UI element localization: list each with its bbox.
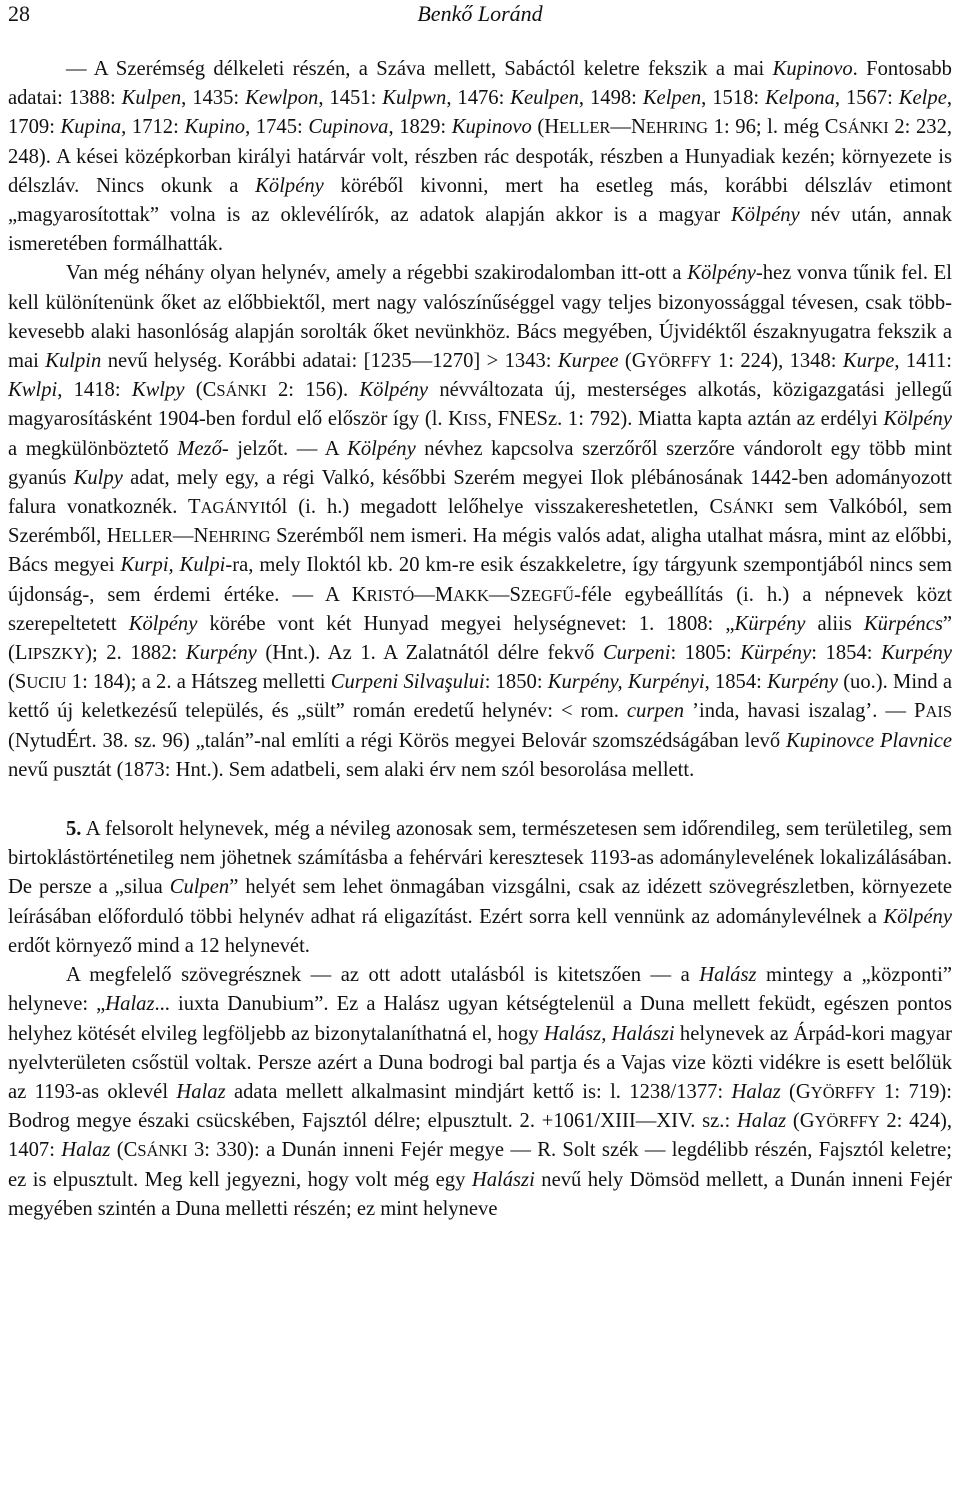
paragraph-halasz: A megfelelő szövegrésznek — az ott adott utalásból is kitetszően — a Halász mintegy a „központi” helyneve: „Halaz... iuxta Danubium”. Ez a Halász ugyan kétségtelenül a Duna mellett feküdt, egészen pontos helyhez kötését elvileg legföljebb az bizonytalaníthatná el, hogy Halász, Halászi helynevek az Árpád-kori magyar nyelvterületen csőstül voltak. Persze azért a Duna bodrogi bal partja és a Vajas vize közti vidékre is esett belőlük az 1193-as oklevél Halaz adata mellett alkalmasint mindjárt kettő is: l. 1238/1377: Halaz (GYÖRFFY 1: 719): Bodrog megye északi csücskében, Fajsztól délre; elpusztult. 2. +1061/XIII—XIV. sz.: Halaz (GYÖRFFY 2: 424), 1407: Halaz (CSÁNKI 3: 330): a Dunán inneni Fejér megye — R. Solt szék — legdélibb részén, Fajsztól keletre; ez is elpusztult. Meg kell jegyezni, hogy volt még egy Halászi nevű hely Dömsöd mellett, a Dunán inneni Fejér megyében szintén a Duna melletti részén; ez mint helyneve (8, 964, 953, 1220)
paragraph-section-5: 5. A felsorolt helynevek, még a névileg azonosak sem, természetesen sem időrendileg, sem területileg, sem birtoklástörténetileg nem jöhetnek számításba a fehérvári keresztesek 1193-as adománylevelének lokalizálásában. De persze a „silua Culpen” helyét sem lehet önmagában vizsgálni, csak az idézett szövegrészletben, környezete leírásában előforduló többi helynév adhat rá eligazítást. Ezért sorra kell vennünk az adománylevélnek a Kölpény erdőt környező mind a 12 helynevét. (8, 818, 953, 957)
page-number: 28 (8, 1, 30, 26)
page-body (8, 55, 952, 1224)
running-title: Benkő Loránd (417, 1, 543, 26)
paragraph-kupinovo: — A Szerémség délkeleti részén, a Száva mellett, Sabáctól keletre fekszik a mai Kupinovo. Fontosabb adatai: 1388: Kulpen, 1435: Kewlpon, 1451: Kulpwn, 1476: Keulpen, 1498: Kelpen, 1518: Kelpona, 1567: Kelpe, 1709: Kupina, 1712: Kupino, 1745: Cupinova, 1829: Kupinovo (HELLER—NEHRING 1: 96; l. még CSÁNKI 2: 232, 248). A kései középkorban királyi határvár volt, részben rác despoták, részben a Hunyadiak kezén; környezete is délszláv. Nincs okunk a Kölpény köréből kivonni, mert ha esetleg más, korábbi délszláv etimont „magyarosítottak” volna is az oklevélírók, az adatok alapján akkor is a magyar Kölpény név után, annak ismeretében formálhatták. (8, 58, 953, 256)
paragraph-other-placenames: Van még néhány olyan helynév, amely a régebbi szakirodalomban itt-ott a Kölpény-hez vonva tűnik fel. El kell különítenünk őket az előbbiektől, mert nagy valószínűséggel vagy teljes bizonyossággal tévesen, csak több-kevesebb alaki hasonlóság alapján sorolták őket nevünkhöz. Bács megyében, Újvidéktől északnyugatra fekszik a mai Kulpin nevű helység. Korábbi adatai: [1235—1270] > 1343: Kurpee (GYÖRFFY 1: 224), 1348: Kurpe, 1411: Kwlpi, 1418: Kwlpy (CSÁNKI 2: 156). Kölpény névváltozata új, mesterséges alkotás, közigazgatási jellegű magyarosításként 1904-ben fordul elő először így (l. KISS, FNESz. 1: 792). Miatta kapta aztán az erdélyi Kölpény a megkülönböztető Mező- jelzőt. — A Kölpény névhez kapcsolva szerzőről szerzőre vándorolt egy több mint gyanús Kulpy adat, mely egy, a régi Valkó, későbbi Szerém megyei Ilok plébánosának 1442-ben adományozott falura vonatkoznék. TAGÁNYItól (i. h.) megadott lelőhelye visszakereshetetlen, CSÁNKI sem Valkóból, sem Szerémből, HELLER—NEHRING Szerémből nem ismeri. Ha mégis valós adat, aligha utalhat másra, mint az előbbi, Bács megyei Kurpi, Kulpi-ra, mely Iloktól kb. 20 km-re esik északkeletre, így tárgyunk szempontjából nincs sem újdonság-, sem érdemi értéke. — A KRISTÓ—MAKK—SZEGFŰ-féle egybeállítás (i. h.) a népnevek közt szerepeltetett Kölpény körébe vont két Hunyad megyei helységnevet: 1. 1808: „Kürpény aliis Kürpéncs” (LIPSZKY); 2. 1882: Kurpény (Hnt.). Az 1. A Zalatnától délre fekvő Curpeni: 1805: Kürpény: 1854: Kurpény (SUCIU 1: 184); a 2. a Hátszeg melletti Curpeni Silvaşului: 1850: Kurpény, Kurpényi, 1854: Kurpény (uo.). Mind a kettő új keletkezésű település, és „sült” román eredetű helynév: < rom. curpen ’inda, havasi iszalag’. — PAIS (NytudÉrt. 38. sz. 96) „talán”-nal említi a régi Körös megyei Belovár szomszédságában levő Kupinovce Plavnice nevű pusztát (1873: Hnt.). Sem adatbeli, sem alaki érv nem szól besorolása mellett. (8, 262, 953, 781)
section-gap (8, 785, 952, 815)
page-header (8, 0, 952, 30)
